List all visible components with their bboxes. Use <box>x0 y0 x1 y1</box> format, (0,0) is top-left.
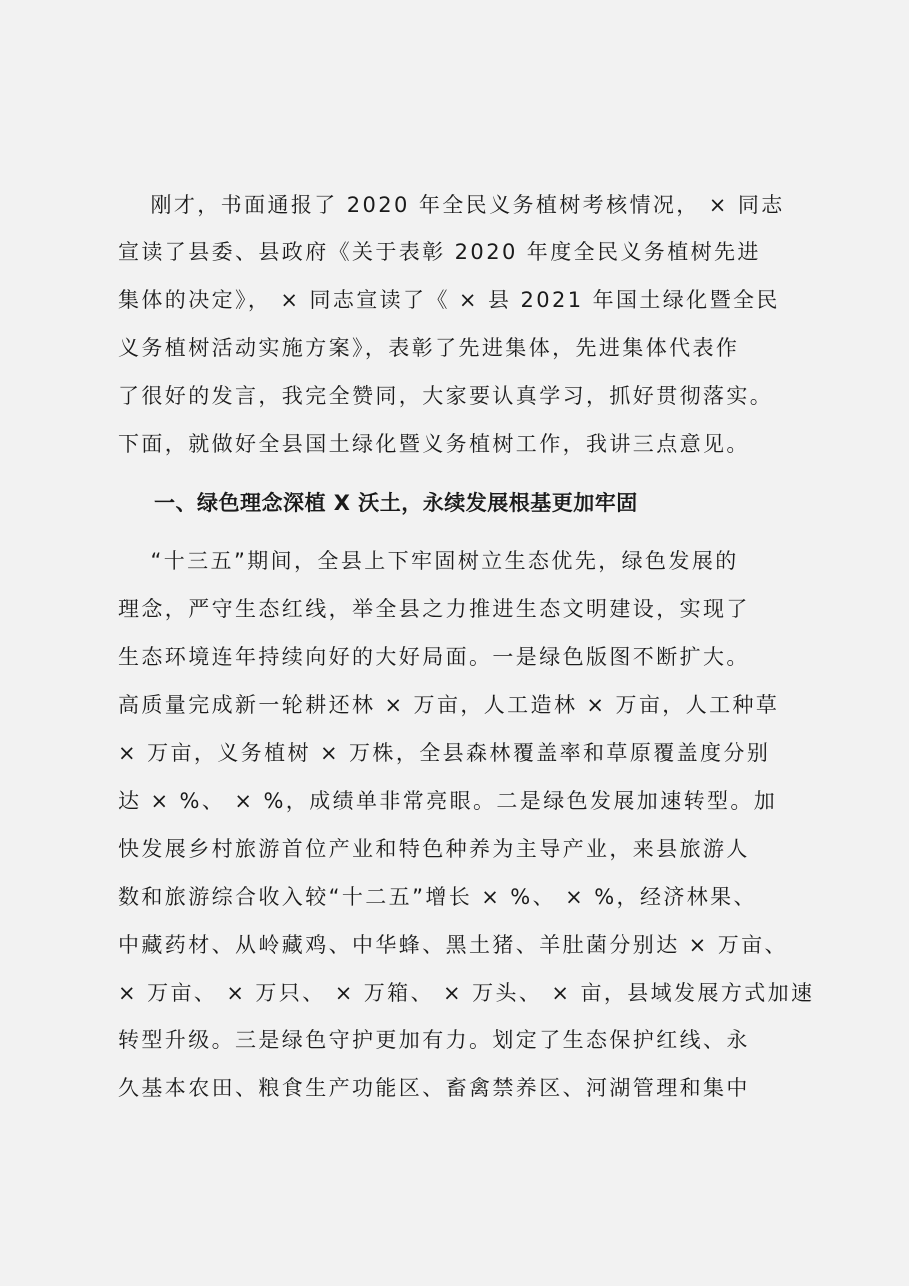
paragraph-line: 转型升级。三是绿色守护更加有力。划定了生态保护红线、永 <box>118 1028 750 1052</box>
paragraph-line: 宣读了县委、县政府《关于表彰 2020 年度全民义务植树先进 <box>118 240 761 264</box>
paragraph-line: 快发展乡村旅游首位产业和特色种养为主导产业，来县旅游人 <box>118 837 750 861</box>
paragraph-line: × 万亩、 × 万只、 × 万箱、 × 万头、 × 亩，县域发展方式加速 <box>118 981 815 1005</box>
paragraph-line: 久基本农田、粮食生产功能区、畜禽禁养区、河湖管理和集中 <box>118 1076 750 1100</box>
paragraph-line: “十三五”期间，全县上下牢固树立生态优先，绿色发展的 <box>118 549 739 573</box>
paragraph-line: 高质量完成新一轮耕还林 × 万亩，人工造林 × 万亩，人工种草 <box>118 693 780 717</box>
paragraph-line: × 万亩，义务植树 × 万株，全县森林覆盖率和草原覆盖度分别 <box>118 741 771 765</box>
paragraph-line: 刚才，书面通报了 2020 年全民义务植树考核情况， × 同志 <box>118 193 785 217</box>
paragraph-line: 达 × %、 × %，成绩单非常亮眼。二是绿色发展加速转型。加 <box>118 789 778 813</box>
section-heading: 一、绿色理念深植 X 沃土，永续发展根基更加牢固 <box>154 491 638 515</box>
paragraph-line: 理念，严守生态红线，举全县之力推进生态文明建设，实现了 <box>118 597 750 621</box>
paragraph-line: 了很好的发言，我完全赞同，大家要认真学习，抓好贯彻落实。 <box>118 384 774 408</box>
paragraph-line: 数和旅游综合收入较“十二五”增长 × %、 × %，经济林果、 <box>118 885 757 909</box>
paragraph-line: 下面，就做好全县国土绿化暨义务植树工作，我讲三点意见。 <box>118 432 750 456</box>
paragraph-line: 义务植树活动实施方案》，表彰了先进集体，先进集体代表作 <box>118 336 740 360</box>
paragraph-line: 生态环境连年持续向好的大好局面。一是绿色版图不断扩大。 <box>118 645 750 669</box>
paragraph-line: 中藏药材、从岭藏鸡、中华蜂、黑土猪、羊肚菌分别达 × 万亩、 <box>118 933 788 957</box>
paragraph-line: 集体的决定》， × 同志宣读了《 × 县 2021 年国土绿化暨全民 <box>118 288 780 312</box>
